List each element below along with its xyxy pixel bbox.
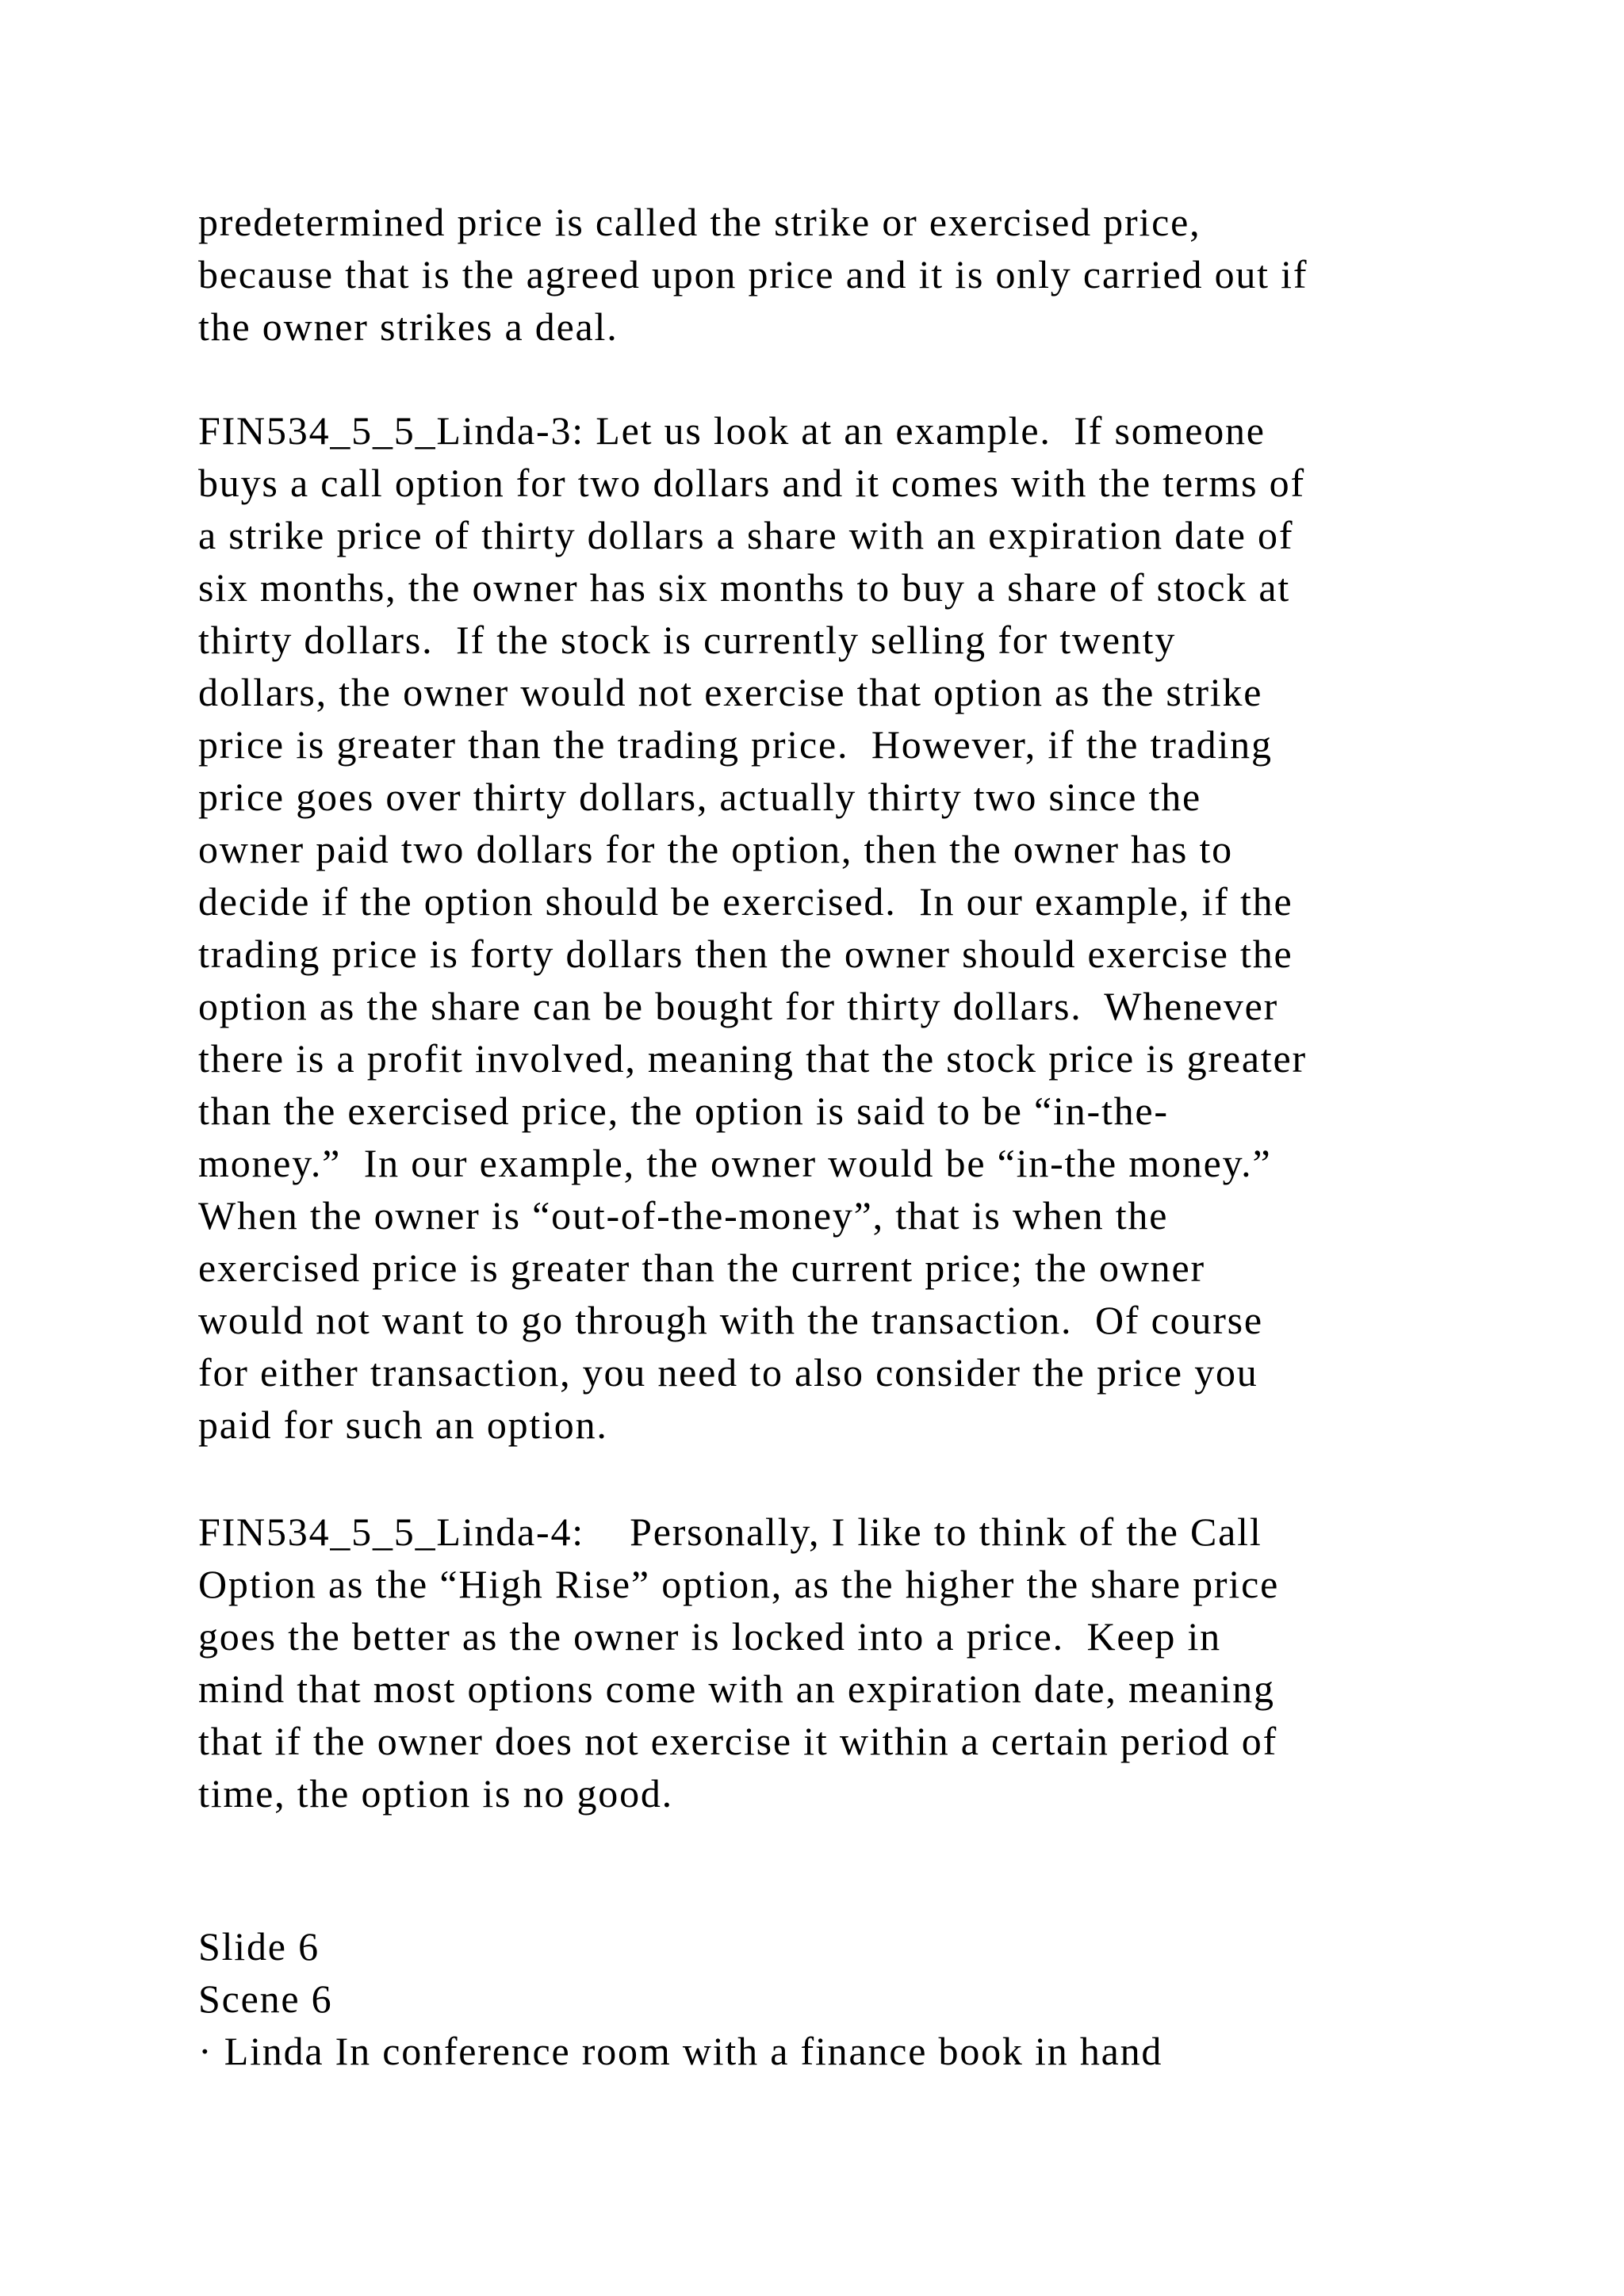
text-line: dollars, the owner would not exercise that option as the strike xyxy=(198,670,1263,714)
text-line: price goes over thirty dollars, actually thirty two since the xyxy=(198,775,1202,819)
text-line: trading price is forty dollars then the owner should exercise the xyxy=(198,932,1293,976)
text-line: price is greater than the trading price. However, if the trading xyxy=(198,722,1273,767)
text-line: buys a call option for two dollars and it comes with the terms of xyxy=(198,461,1305,505)
text-line: Option as the “High Rise” option, as the higher the share price xyxy=(198,1562,1280,1606)
text-line: FIN534_5_5_Linda-3: Let us look at an example. If someone xyxy=(198,408,1266,453)
text-line: because that is the agreed upon price and it is only carried out if xyxy=(198,252,1308,297)
text-line: predetermined price is called the strike or exercised price, xyxy=(198,200,1201,244)
text-line: the owner strikes a deal. xyxy=(198,304,619,349)
paragraph-strike-price xyxy=(198,196,1308,353)
text-line: owner paid two dollars for the option, then the owner has to xyxy=(198,827,1233,871)
text-line: that if the owner does not exercise it within a certain period of xyxy=(198,1719,1278,1763)
text-line: than the exercised price, the option is said to be “in-the- xyxy=(198,1089,1169,1133)
text-line: thirty dollars. If the stock is currently selling for twenty xyxy=(198,618,1177,662)
text-line: option as the share can be bought for thirty dollars. Whenever xyxy=(198,984,1279,1028)
paragraph-linda-3 xyxy=(198,404,1307,1451)
text-line: there is a profit involved, meaning that the stock price is greater xyxy=(198,1036,1307,1081)
text-line: FIN534_5_5_Linda-4: Personally, I like to think of the Call xyxy=(198,1510,1262,1554)
text-line: When the owner is “out-of-the-money”, that is when the xyxy=(198,1193,1169,1238)
scene-label: Scene 6 xyxy=(198,1976,333,2021)
text-line: money.” In our example, the owner would be “in-the money.” xyxy=(198,1141,1272,1185)
paragraph-linda-4 xyxy=(198,1506,1279,1820)
scene-bullet: · Linda In conference room with a finance book in hand xyxy=(198,2029,1163,2073)
text-line: time, the option is no good. xyxy=(198,1771,673,1816)
slide-scene-notes xyxy=(198,1920,1162,2077)
text-line: goes the better as the owner is locked into a price. Keep in xyxy=(198,1614,1221,1659)
slide-label: Slide 6 xyxy=(198,1924,320,1969)
text-line: mind that most options come with an expiration date, meaning xyxy=(198,1667,1275,1711)
text-line: exercised price is greater than the current price; the owner xyxy=(198,1246,1205,1290)
text-line: for either transaction, you need to also consider the price you xyxy=(198,1350,1258,1395)
text-line: decide if the option should be exercised. In our example, if the xyxy=(198,879,1293,924)
text-line: six months, the owner has six months to buy a share of stock at xyxy=(198,565,1291,610)
text-line: would not want to go through with the transaction. Of course xyxy=(198,1298,1263,1342)
text-line: a strike price of thirty dollars a share with an expiration date of xyxy=(198,513,1294,557)
text-line: paid for such an option. xyxy=(198,1402,608,1447)
